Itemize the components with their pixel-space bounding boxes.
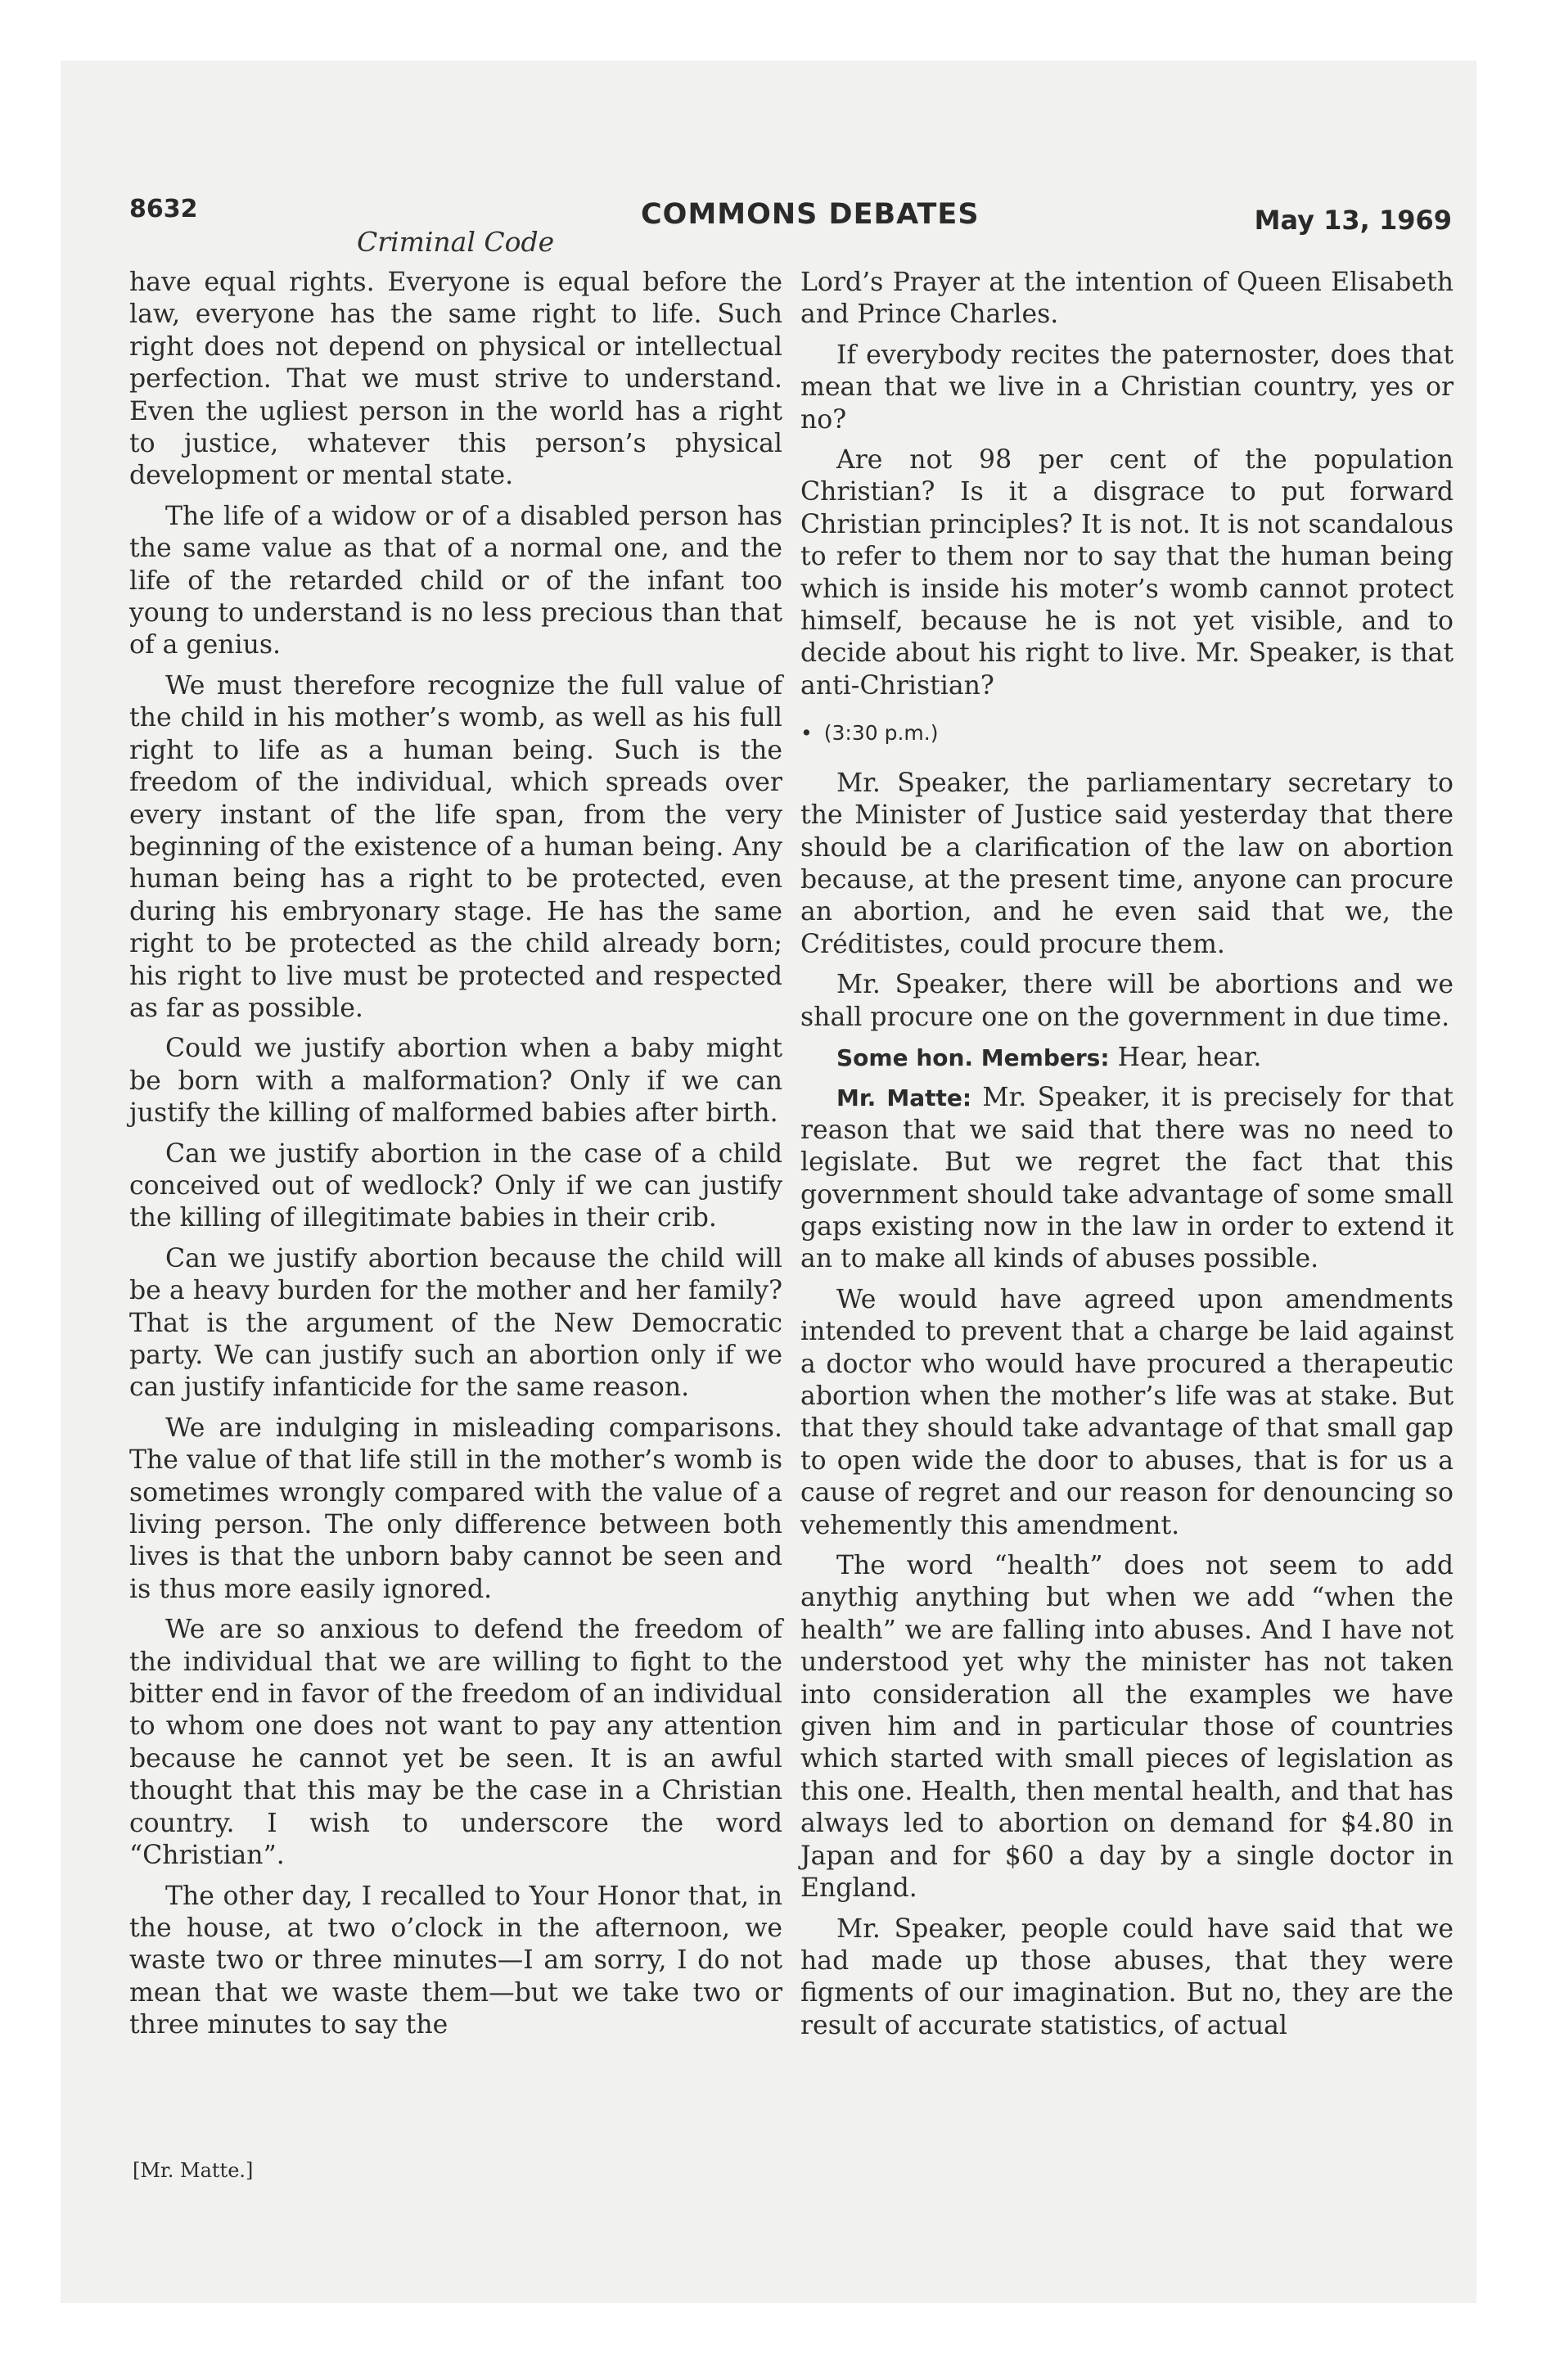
page-number: 8632 (129, 195, 198, 223)
paragraph: Mr. Speaker, the parliamentary secretary to the Minister of Justice said yesterday that there should be a clarification of the law on abortion because, at the present time, anyone can procure an abortion, and he even said that we, the Créditistes, could procure them. (800, 768, 1454, 959)
paragraph: Could we justify abortion when a baby might be born with a malformation? Only if we can justify the killing of malformed babies after birth. (129, 1034, 782, 1129)
paragraph: We must therefore recognize the full value of the child in his mother’s womb, as well as his full right to life as a human being. Such is the freedom of the individual, which spreads over every instant of the life span, from the very beginning of the existence of a human being. Any human being has a right to be protected, even during his embryonary stage. He has the same right to be protected as the child already born; his right to live must be protected and respected as far as possible. (129, 670, 782, 1023)
journal-title: COMMONS DEBATES (641, 198, 980, 231)
paragraph: Lord’s Prayer at the intention of Queen Elisabeth and Prince Charles. (800, 268, 1454, 330)
paragraph: The other day, I recalled to Your Honor that, in the house, at two o’clock in the afternoon, we waste two or three minutes—I am sorry, I do not mean that we waste them—but we take two or three minutes to say the (129, 1881, 782, 2040)
paragraph: have equal rights. Everyone is equal before the law, everyone has the same right to life. Such right does not depend on physical or intellectual perfection. That we must strive to understand. Even the ugliest person in the world has a right to justice, whatever this person’s physical development or mental state. (129, 268, 782, 491)
speaker-label: Mr. Matte: (836, 1084, 972, 1112)
speech-paragraph (800, 1082, 1454, 1275)
right-column (800, 267, 1454, 2050)
section-subject: Criminal Code (357, 226, 555, 258)
paragraph: Mr. Speaker, people could have said that we had made up those abuses, that they were figments of our imagination. But no, they are the result of accurate statistics, of actual (800, 1913, 1454, 2040)
paragraph: We would have agreed upon amendments intended to prevent that a charge be laid against a doctor who would have procured a therapeutic abortion when the mother’s life was at stake. But that they should take advantage of that small gap to open wide the door to abuses, that is for us a cause of regret and our reason for denouncing so vehemently this amendment. (800, 1284, 1454, 1540)
paragraph: Can we justify abortion because the child will be a heavy burden for the mother and her family? That is the argument of the New Democratic party. We can justify such an abortion only if we can justify infanticide for the same reason. (129, 1243, 782, 1403)
paragraph: The word “health” does not seem to add anythig anything but when we add “when the health” we are falling into abuses. And I have not understood yet why the minister has not taken into consideration all the examples we have given him and in particular those of countries which started with small pieces of legislation as this one. Health, then mental health, and that has always led to abortion on demand for $4.80 in Japan and for $60 a day by a single doctor in England. (800, 1551, 1454, 1904)
page-header (129, 195, 1452, 244)
interjection-text: Hear, hear. (1117, 1042, 1262, 1072)
paragraph: Mr. Speaker, there will be abortions and we shall procure one on the government in due time. (800, 970, 1454, 1032)
paragraph: We are indulging in misleading comparisons. The value of that life still in the mother’s womb is sometimes wrongly compared with the value of a living person. The only difference between both lives is that the unborn baby cannot be seen and is thus more easily ignored. (129, 1413, 782, 1604)
paragraph: The life of a widow or of a disabled person has the same value as that of a normal one, and the life of the retarded child or of the infant too young to understand is no less precious than that of a genius. (129, 501, 782, 660)
interjection (800, 1042, 1454, 1074)
speaker-label: Some hon. Members: (836, 1044, 1110, 1071)
timestamp-text: (3:30 p.m.) (823, 721, 939, 746)
bullet-icon: • (800, 721, 813, 746)
speaker-attribution: [Mr. Matte.] (133, 2159, 254, 2182)
paragraph: If everybody recites the paternoster, does that mean that we live in a Christian country, yes or no? (800, 340, 1454, 435)
speech-text: Mr. Speaker, it is precisely for that reason that we said that there was no need to legislate. But we regret the fact that this government should take advantage of some small gaps existing now in the law in order to extend it an to make all kinds of abuses possible. (800, 1083, 1454, 1274)
paragraph: Are not 98 per cent of the population Christian? Is it a disgrace to put forward Christian principles? It is not. It is not scandalous to refer to them nor to say that the human being which is inside his moter’s womb cannot protect himself, because he is not yet visible, and to decide about his right to live. Mr. Speaker, is that anti-Christian? (800, 445, 1454, 701)
header-date: May 13, 1969 (1254, 205, 1452, 236)
paragraph: Can we justify abortion in the case of a child conceived out of wedlock? Only if we can justify the killing of illegitimate babies in their crib. (129, 1138, 782, 1233)
left-column (129, 267, 782, 2050)
paragraph: We are so anxious to defend the freedom of the individual that we are willing to fight to the bitter end in favor of the freedom of an individual to whom one does not want to pay any attention because he cannot yet be seen. It is an awful thought that this may be the case in a Christian country. I wish to underscore the word “Christian”. (129, 1615, 782, 1871)
timestamp (800, 717, 1454, 749)
